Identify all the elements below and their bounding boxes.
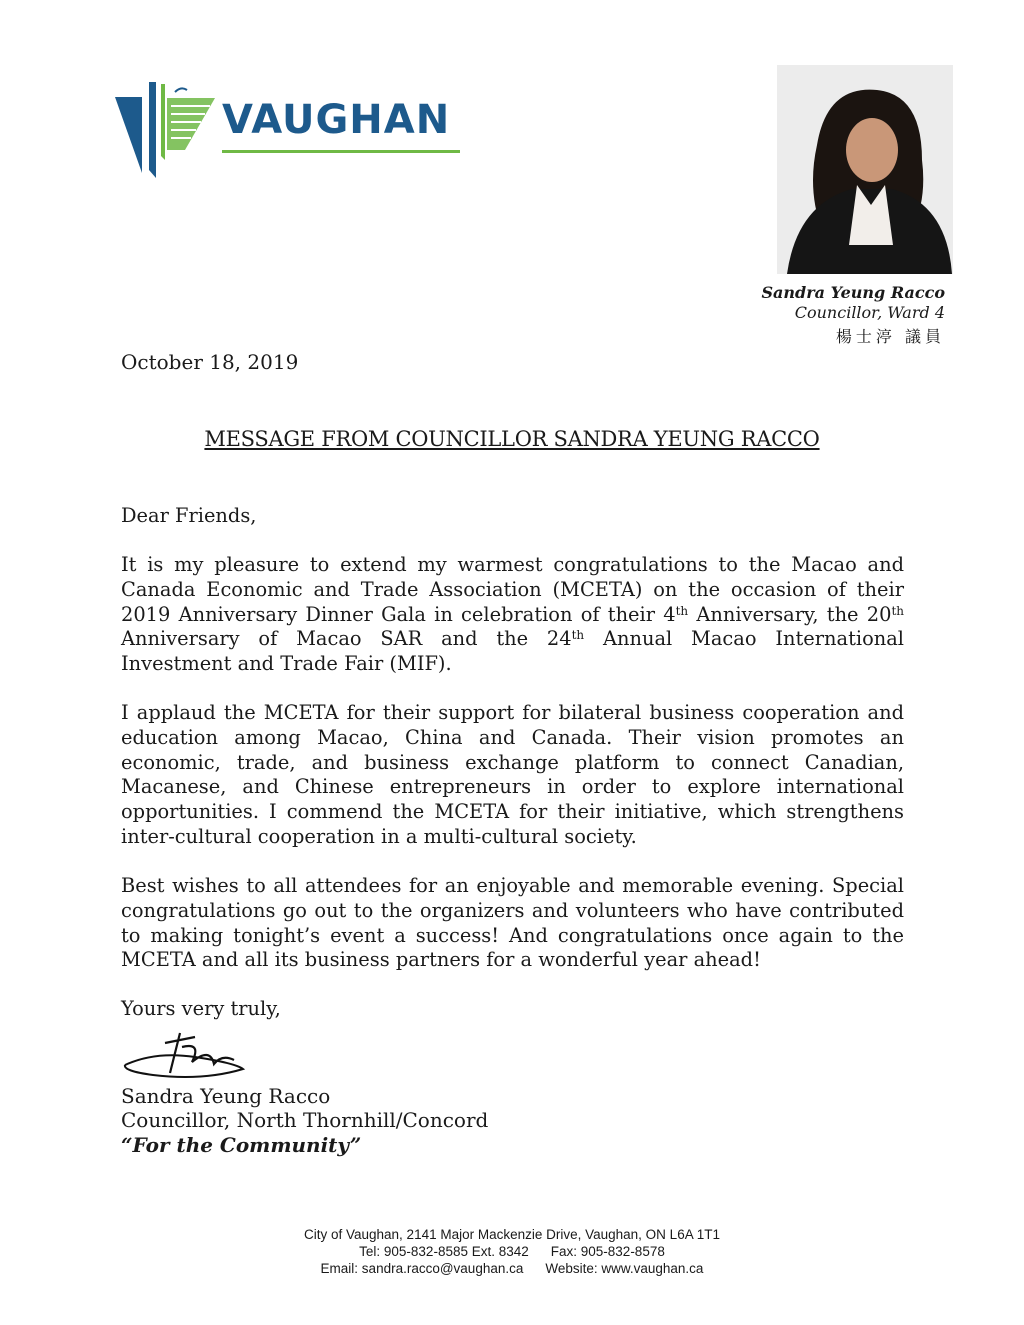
- letter-heading: MESSAGE FROM COUNCILLOR SANDRA YEUNG RACCO: [204, 427, 820, 451]
- footer-website[interactable]: Website: www.vaughan.ca: [545, 1261, 704, 1276]
- wordmark-underline: [222, 150, 460, 153]
- signer-title: Councillor, North Thornhill/Concord: [121, 1108, 489, 1132]
- footer-contact: [0, 1260, 1024, 1278]
- footer-address: City of Vaughan, 2141 Major Mackenzie Drive, Vaughan, ON L6A 1T1: [304, 1227, 720, 1242]
- councillor-photo: [777, 65, 953, 274]
- closing: Yours very truly,: [121, 997, 281, 1020]
- portrait-icon: [777, 65, 953, 274]
- vaughan-wordmark: VAUGHAN: [222, 97, 451, 143]
- paragraph-1: It is my pleasure to extend my warmest congratulations to the Macao and Canada Economic and Trade Association (MCETA) on the occasion of their 2019 Anniversary Dinner Gala in celebration of their 4th Anniversary, the 20th Anniversary of Macao SAR and the 24th Annual Macao International Investment and Trade Fair (MIF).: [121, 553, 904, 676]
- photo-caption-title: Councillor, Ward 4: [794, 303, 945, 322]
- signer-name: Sandra Yeung Racco: [121, 1084, 331, 1108]
- footer-phone-fax: [0, 1243, 1024, 1261]
- footer-email[interactable]: Email: sandra.racco@vaughan.ca: [320, 1261, 524, 1276]
- paragraph-2: I applaud the MCETA for their support for bilateral business cooperation and education among Macao, China and Canada. Their vision promotes an economic, trade, and business exchange platform to connect Canadian, Macanese, and Chinese entrepreneurs in order to explore international opportunities. I commend the MCETA for their initiative, which strengthens inter-cultural cooperation in a multi-cultural society.: [121, 701, 904, 848]
- letter-date: October 18, 2019: [121, 350, 299, 374]
- footer-fax: Fax: 905-832-8578: [550, 1244, 665, 1259]
- handwritten-signature: [120, 1025, 255, 1083]
- footer-tel: Tel: 905-832-8585 Ext. 8342: [359, 1244, 529, 1259]
- salutation: Dear Friends,: [121, 504, 257, 527]
- paragraph-3: Best wishes to all attendees for an enjoyable and memorable evening. Special congratulations go out to the organizers and volunteers who have contributed to making tonight’s event a success! And congratulations once again to the MCETA and all its business partners for a wonderful year ahead!: [121, 874, 904, 972]
- photo-caption-name: Sandra Yeung Racco: [761, 283, 945, 302]
- photo-caption-chinese-name: 楊士渟 議員: [835, 327, 945, 346]
- signer-motto: “For the Community”: [121, 1133, 362, 1157]
